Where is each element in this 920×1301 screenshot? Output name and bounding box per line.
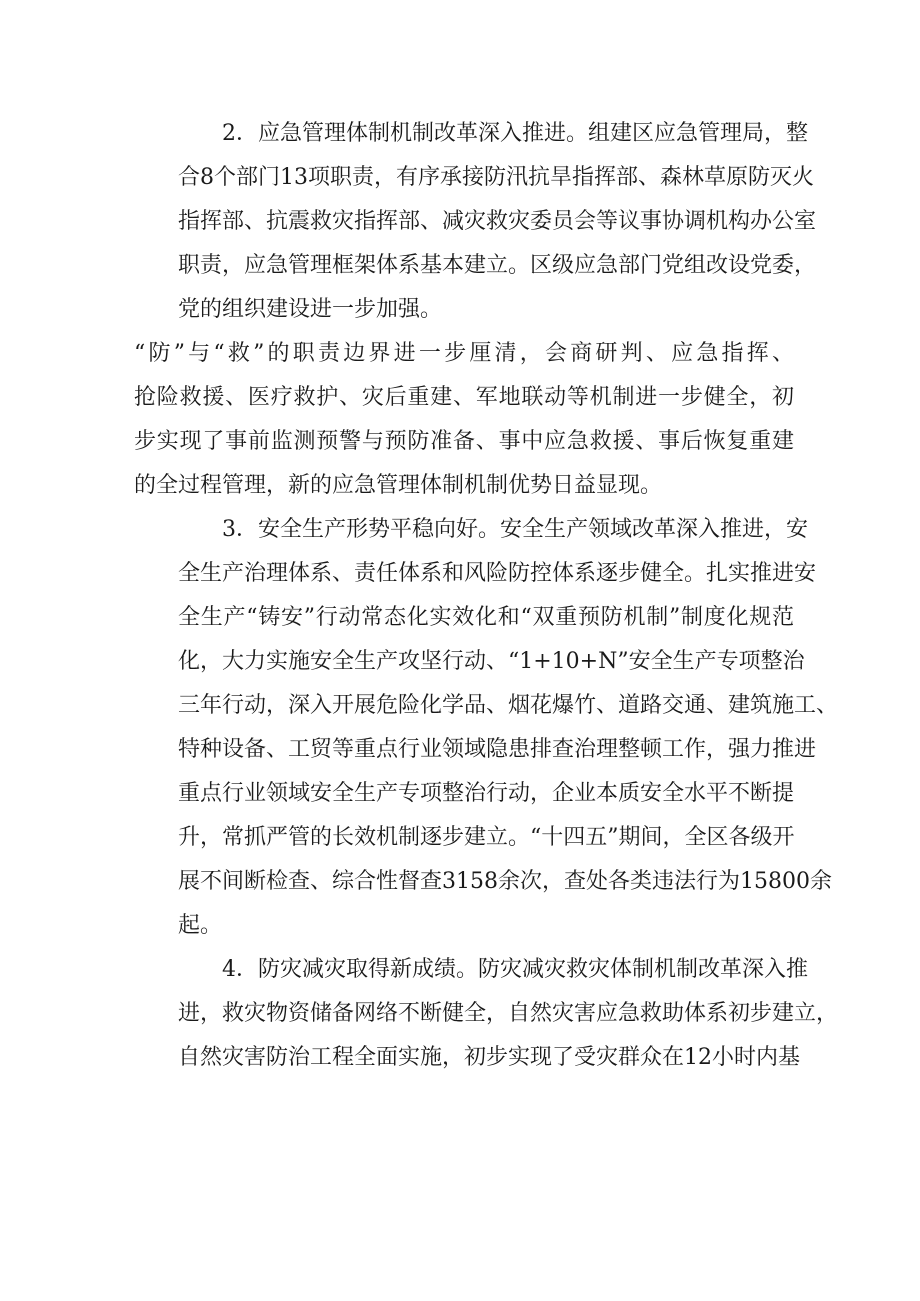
text-line: 的全过程管理，新的应急管理体制机制优势日益显现。 [134, 473, 663, 498]
text-line: 自然灾害防治工程全面实施，初步实现了受灾群众在12小时内基 [178, 1045, 800, 1070]
text-line: “防”与“救”的职责边界进一步厘清，会商研判、应急指挥、 [134, 341, 794, 366]
document-page [134, 112, 839, 1080]
text-line: 重点行业领域安全生产专项整治行动，企业本质安全水平不断提 [178, 781, 795, 806]
text-line: 升，常抓严管的长效机制逐步建立。“十四五”期间，全区各级开 [178, 825, 795, 850]
text-line: 指挥部、抗震救灾指挥部、减灾救灾委员会等议事协调机构办公室 [178, 209, 817, 234]
text-line: 化，大力实施安全生产攻坚行动、“1+10+N”安全生产专项整治 [178, 649, 805, 674]
text-line: 党的组织建设进一步加强。 [178, 297, 443, 322]
paragraph-prevention-rescue-boundaries [134, 332, 794, 508]
paragraph-disaster-prevention [134, 948, 839, 1080]
text-line: 4．防灾减灾取得新成绩。防灾减灾救灾体制机制改革深入推 [222, 957, 808, 982]
paragraph-emergency-management-reform [134, 112, 817, 332]
text-line: 全生产“铸安”行动常态化实效化和“双重预防机制”制度化规范 [178, 605, 794, 630]
text-line: 三年行动，深入开展危险化学品、烟花爆竹、道路交通、建筑施工、 [178, 693, 839, 718]
text-line: 展不间断检查、综合性督查3158余次，查处各类违法行为15800余 [178, 869, 832, 894]
text-line: 起。 [178, 913, 223, 938]
text-line: 合8个部门13项职责，有序承接防汛抗旱指挥部、森林草原防灭火 [178, 165, 814, 190]
text-line: 进，救灾物资储备网络不断健全，自然灾害应急救助体系初步建立， [178, 1001, 839, 1026]
text-line: 抢险救援、医疗救护、灾后重建、军地联动等机制进一步健全，初 [134, 385, 794, 410]
paragraph-safety-production [134, 508, 839, 948]
text-line: 特种设备、工贸等重点行业领域隐患排查治理整顿工作，强力推进 [178, 737, 817, 762]
text-line: 3．安全生产形势平稳向好。安全生产领域改革深入推进，安 [222, 517, 808, 542]
text-line: 全生产治理体系、责任体系和风险防控体系逐步健全。扎实推进安 [178, 561, 817, 586]
text-line: 步实现了事前监测预警与预防准备、事中应急救援、事后恢复重建 [134, 429, 794, 454]
text-line: 2．应急管理体制机制改革深入推进。组建区应急管理局，整 [222, 121, 808, 146]
text-line: 职责，应急管理框架体系基本建立。区级应急部门党组改设党委， [178, 253, 817, 278]
